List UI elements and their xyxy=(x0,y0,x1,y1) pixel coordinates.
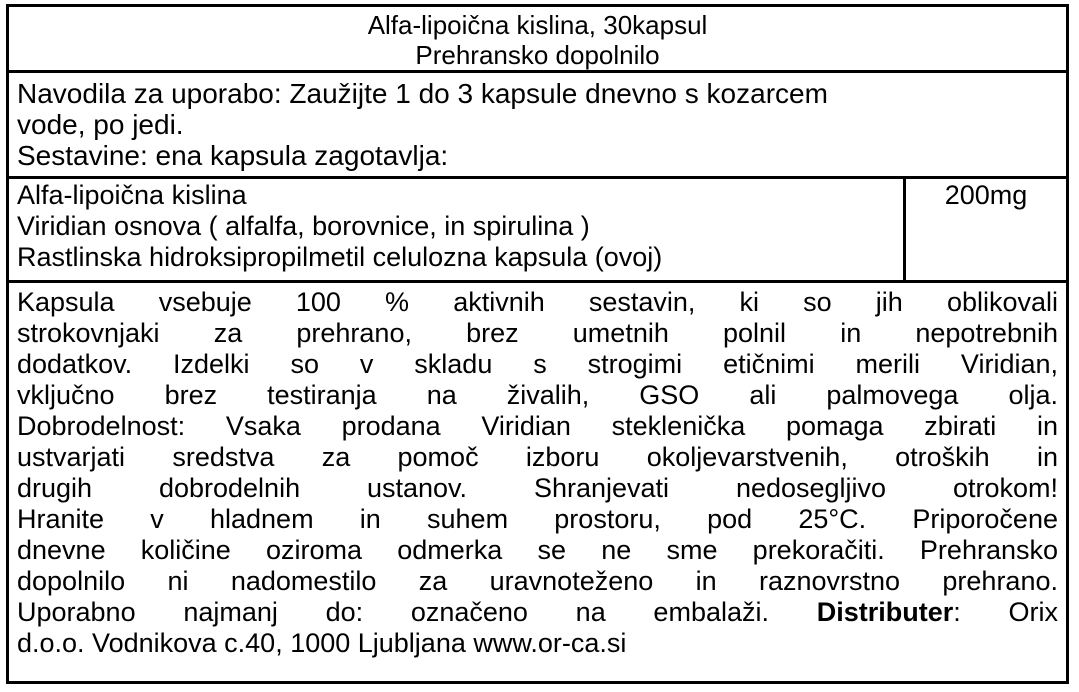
ingredients-heading: Sestavine: ena kapsula zagotavlja: xyxy=(17,140,449,171)
instructions-line: vode, po jedi. xyxy=(17,109,184,140)
instructions-section xyxy=(9,73,1066,179)
ingredients-table xyxy=(9,179,1066,283)
title-section xyxy=(9,7,1066,73)
description-line: strokovnjaki za prehrano, brez umetnih polnil in nepotrebnih xyxy=(17,318,1058,348)
description-line: ustvarjati sredstva za pomoč izboru okoljevarstvenih, otroških in xyxy=(17,442,1058,472)
description-line: drugih dobrodelnih ustanov. Shranjevati nedosegljivo otrokom! xyxy=(17,473,1058,503)
best-before-text: Uporabno najmanj do: označeno na embalaži. xyxy=(17,597,769,627)
ingredient-amount-cell xyxy=(906,179,1066,280)
ingredient-item: Rastlinska hidroksipropilmetil celulozna kapsula (ovoj) xyxy=(17,242,663,272)
instructions-line: Navodila za uporabo: Zaužijte 1 do 3 kapsule dnevno s kozarcem xyxy=(17,78,828,109)
product-category: Prehransko dopolnilo xyxy=(415,40,660,70)
ingredient-names-cell xyxy=(9,179,906,280)
ingredient-amount: 200mg xyxy=(944,180,1028,210)
ingredient-item: Alfa-lipoična kislina xyxy=(17,180,247,210)
ingredient-item: Viridian osnova ( alfalfa, borovnice, in spirulina ) xyxy=(17,211,590,241)
description-line: Hranite v hladnem in suhem prostoru, pod 25°C. Priporočene xyxy=(17,504,1058,534)
description-line: vključno brez testiranja na živalih, GSO ali palmovega olja. xyxy=(17,380,1058,410)
distributor-address: d.o.o. Vodnikova c.40, 1000 Ljubljana www.or-ca.si xyxy=(17,628,627,658)
distributor-label: Distributer xyxy=(816,597,954,627)
distributor-name-start: : Orix xyxy=(953,597,1058,627)
description-line: dopolnilo ni nadomestilo za uravnoteženo in raznovrstno prehrano. xyxy=(17,566,1058,596)
description-line: dodatkov. Izdelki so v skladu s strogimi etičnimi merili Viridian, xyxy=(17,349,1058,379)
product-label xyxy=(6,4,1069,684)
description-line: Kapsula vsebuje 100 % aktivnih sestavin, ki so jih oblikovali xyxy=(17,287,1058,317)
description-line: Dobrodelnost: Vsaka prodana Viridian steklenička pomaga zbirati in xyxy=(17,411,1058,441)
product-title: Alfa-lipoična kislina, 30kapsul xyxy=(367,10,708,40)
description-section xyxy=(9,283,1066,659)
description-line: dnevne količine oziroma odmerka se ne sme prekoračiti. Prehransko xyxy=(17,535,1058,565)
distributor-line xyxy=(17,597,1058,628)
